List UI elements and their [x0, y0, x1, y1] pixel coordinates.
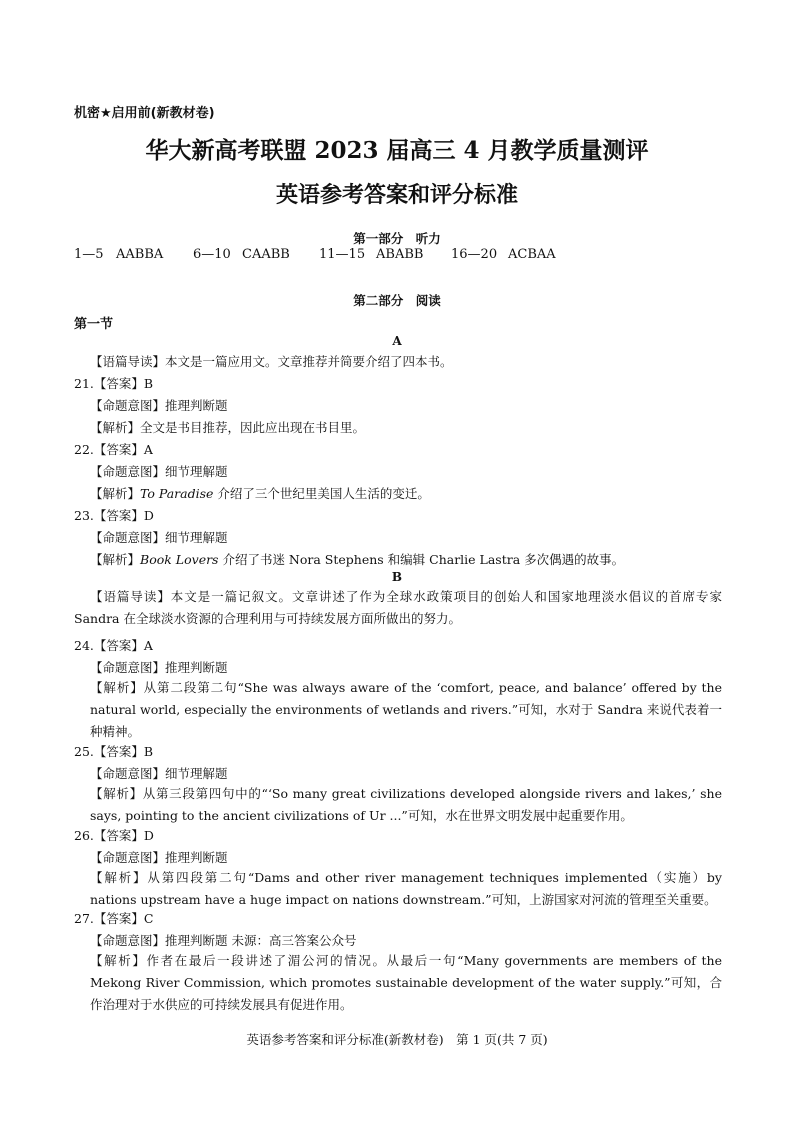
answer-range: 1—5: [74, 247, 104, 262]
q27-intent: 【命题意图】推理判断题 未源：高三答案公众号: [90, 933, 357, 948]
q23-analysis-text: 介绍了书迷 Nora Stephens 和编辑 Charlie Lastra 多次偶遇的故事。: [218, 552, 625, 567]
q23-answer: 23.【答案】D: [74, 508, 154, 523]
section-heading: 第一节: [74, 317, 114, 332]
q26-analysis: 【解析】从第四段第二句“Dams and other river management techniques implemented（实施）by nations upstream have a huge impact on nations downstream.”可知，上游国家对河流的管理至关重要。: [90, 870, 722, 907]
q23-analysis-prefix: 【解析】: [90, 552, 141, 567]
q26-answer: 26.【答案】D: [74, 828, 154, 843]
page-footer: 英语参考答案和评分标准(新教材卷) 第 1 页(共 7 页): [246, 1032, 548, 1047]
q23-intent: 【命题意图】细节理解题: [90, 530, 228, 545]
q26-intent: 【命题意图】推理判断题: [90, 850, 228, 865]
passage-b-guide: 【语篇导读】本文是一篇记叙文。文章讲述了作为全球水政策项目的创始人和国家地理淡水倡议的首席专家 Sandra 在全球淡水资源的合理利用与可持续发展方面所做出的努力。: [74, 589, 722, 626]
answer-letters: ACBAA: [508, 247, 556, 262]
q25-intent: 【命题意图】细节理解题: [90, 766, 228, 781]
q24-answer: 24.【答案】A: [74, 638, 153, 653]
q27-analysis: 【解析】作者在最后一段讲述了湄公河的情况。从最后一句“Many governments are members of the Mekong River Commission, which promotes sustainable development of the water supply.”可知，合作治理对于水供应的可持续发展具有促进作用。: [90, 953, 722, 1012]
q22-analysis: [90, 486, 430, 502]
document-title: 英语参考答案和评分标准: [275, 183, 518, 208]
answer-range: 6—10: [193, 247, 231, 262]
q23-book-title: Book Lovers: [140, 552, 219, 567]
q24-intent: 【命题意图】推理判断题: [90, 660, 228, 675]
q25-analysis: 【解析】从第三段第四句中的“‘So many great civilizations developed alongside rivers and lakes,’ she says, pointing to the ancient civilizations of Ur ...”可知，水在世界文明发展中起重要作用。: [90, 786, 722, 823]
q22-analysis-prefix: 【解析】: [90, 486, 141, 501]
q22-answer: 22.【答案】A: [74, 442, 153, 457]
answer-letters: ABABB: [376, 247, 424, 262]
part1-heading: 第一部分 听力: [353, 231, 441, 246]
q25-answer: 25.【答案】B: [74, 744, 154, 759]
q22-analysis-text: 介绍了三个世纪里美国人生活的变迁。: [213, 486, 430, 501]
q22-book-title: To Paradise: [140, 486, 214, 501]
passage-a-guide: 【语篇导读】本文是一篇应用文。文章推荐并简要介绍了四本书。: [90, 354, 453, 369]
answer-range: 11—15: [319, 247, 366, 262]
answer-letters: AABBA: [116, 247, 164, 262]
q21-answer: 21.【答案】B: [74, 376, 154, 391]
q21-intent: 【命题意图】推理判断题: [90, 398, 228, 413]
q23-analysis: [90, 552, 624, 568]
q22-intent: 【命题意图】细节理解题: [90, 464, 228, 479]
part2-heading: 第二部分 阅读: [353, 293, 441, 308]
q24-analysis: 【解析】从第二段第二句“She was always aware of the ‘comfort, peace, and balance’ offered by the natural world, especially the environments of wetlands and rivers.”可知，水对于 Sandra 来说代表着一种精神。: [90, 680, 722, 739]
passage-label-b: B: [391, 570, 403, 584]
answer-letters: CAABB: [242, 247, 290, 262]
q27-answer: 27.【答案】C: [74, 911, 154, 926]
passage-label-a: A: [392, 334, 402, 348]
q21-analysis: 【解析】全文是书目推荐，因此应出现在书目里。: [90, 420, 366, 435]
exam-title: 华大新高考联盟 2023 届高三 4 月教学质量测评: [145, 137, 649, 164]
confidential-label: 机密★启用前(新教材卷): [74, 106, 215, 121]
answer-range: 16—20: [451, 247, 498, 262]
